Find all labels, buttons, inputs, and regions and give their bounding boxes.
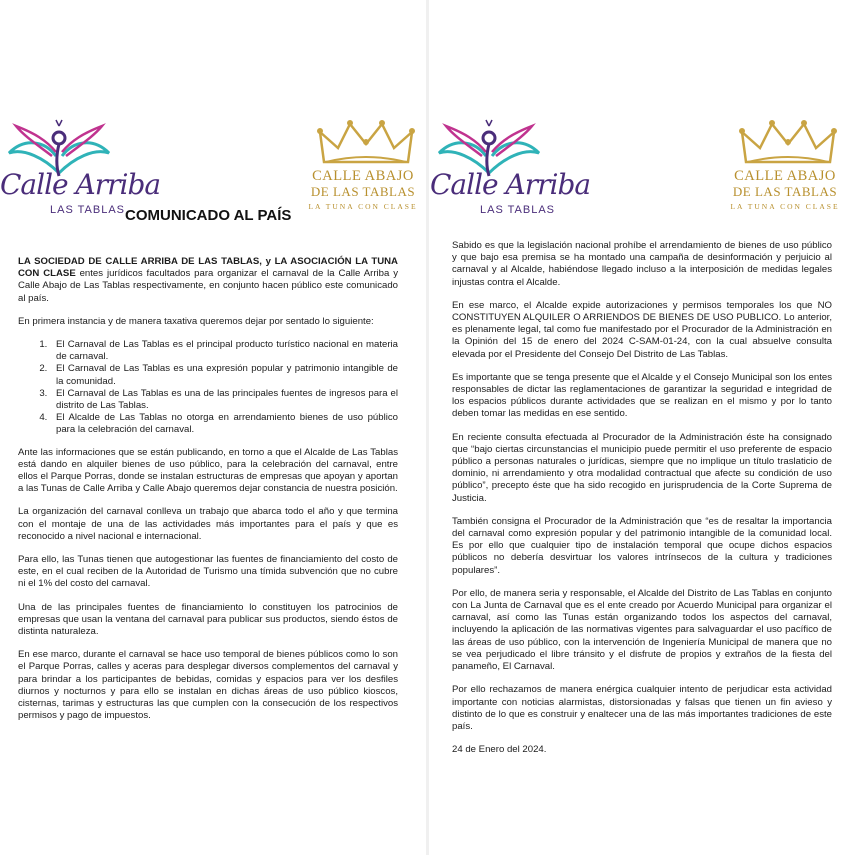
arriba-logo-sub: LAS TABLAS <box>50 204 126 216</box>
arriba-logo-name: Calle Arriba <box>430 168 591 201</box>
list-item: 2. El Carnaval de Las Tablas es una expresión popular y patrimonio intangible de la comunidad. <box>50 363 398 387</box>
abajo-logo-tagline: LA TUNA CON CLASE <box>730 202 840 211</box>
calle-arriba-logo <box>430 118 591 216</box>
communique-title: COMUNICADO AL PAÍS <box>125 207 292 224</box>
paragraph: Ante las informaciones que se están publicando, en torno a que el Alcalde de Las Tablas está dando en alquiler bienes de uso público, para la celebración del carnaval, entre ellos el Parque Porras, donde se instalan estructuras de empresas que apoyan y aportan a las Tunas de Calle Arriba y Calle Abajo queremos dejar constancia de nuestra posición. <box>18 446 398 495</box>
intro-paragraph <box>18 256 398 305</box>
abajo-logo-line2: DE LAS TABLAS <box>310 184 416 199</box>
paragraph: Por ello, de manera seria y responsable, el Alcalde del Distrito de Las Tablas en conjunto con La Junta de Carnaval que es el ente creado por Acuerdo Municipal para organizar el carnaval, así como las Tunas están organizando todos los aspectos del carnaval, incluyendo la aplicación de las normativas vigentes para salvaguardar el uso pacífico de las áreas de uso público, con la intervención de Ingeniería Municipal de manera que no se vea perjudicado el libre tránsito y el disfrute de propios y extraños de la fiesta del panameño, El Carnaval. <box>452 587 832 673</box>
crown-icon <box>316 118 416 168</box>
page-two <box>430 0 855 855</box>
page-one-body <box>18 256 398 734</box>
intro-bold: LA SOCIEDAD DE CALLE ARRIBA DE LAS TABLAS, y LA ASOCIACIÓN LA TUNA CON CLASE <box>18 256 398 280</box>
paragraph: La organización del carnaval conlleva un trabajo que abarca todo el año y que termina con el montaje de una de las actividades más importantes para el país y que es reconocido a nivel nacional e internacional. <box>18 506 398 542</box>
paragraph: Una de las principales fuentes de financiamiento lo constituyen los patrocinios de empresas que usan la ventana del carnaval para publicar sus productos, siendo éstos de distinta naturaleza. <box>18 601 398 638</box>
paragraph: Para ello, las Tunas tienen que autogestionar las fuentes de financiamiento del costo de este, en el cual reciben de la Autoridad de Turismo una tímida subvención que no cubre ni el 1% del costo del carnaval. <box>18 554 398 590</box>
paragraph: Es importante que se tenga presente que el Alcalde y el Consejo Municipal son los entes responsables de dictar las reglamentaciones de garantizar la seguridad e integridad de los espacios públicos durante actividades que se realizan en el mismo y por lo tanto deben tomar las medidas en ese sentido. <box>452 371 832 420</box>
page-divider <box>426 0 429 855</box>
calle-arriba-logo <box>0 118 161 216</box>
list-item: 3. El Carnaval de Las Tablas es una de las principales fuentes de ingresos para el distrito de Las Tablas. <box>50 388 398 412</box>
paragraph: En reciente consulta efectuada al Procurador de la Administración éste ha consignado que “bajo ciertas circunstancias el municipio puede permitir el uso preferente de espacio público a personas naturales o jurídicas, siempre que no implique un título traslaticio de dominio, ni arrendamiento y otra modalidad contractual que afecte su condición de uso público”, precepto éste que ha sido recogido en jurisprudencia de la Corte Suprema de Justicia. <box>452 431 832 504</box>
paragraph: En ese marco, el Alcalde expide autorizaciones y permisos temporales los que NO CONSTITUYEN ALQUILER O ARRIENDOS DE BIENES DE USO PUBLICO. Lo anterior, es plenamente legal, tal como fue manifestado por el Procurador de la Administración en la Opinión del 15 de enero del 2024 C-SAM-01-24, con la cual absuelve consulta elevada por el Presidente del Consejo Del Distrito de Las Tablas. <box>452 299 832 360</box>
first-instance-paragraph: En primera instancia y de manera taxativa queremos dejar por sentado lo siguiente: <box>18 315 374 327</box>
abajo-logo-tagline: LA TUNA CON CLASE <box>308 202 418 211</box>
arriba-logo-name: Calle Arriba <box>0 168 161 201</box>
abajo-logo-line1: CALLE ABAJO <box>734 168 836 184</box>
list-item: 1. El Carnaval de Las Tablas es el principal producto turístico nacional en materia de carnaval. <box>50 339 398 363</box>
arriba-logo-sub: LAS TABLAS <box>480 204 556 216</box>
intro-rest: entes jurídicos facultados para organizar el carnaval de la Calle Arriba y Calle Abajo de Las Tablas respectivamente, en conjunto hacen público este comunicado al país. <box>18 268 398 304</box>
calle-abajo-logo <box>720 118 850 213</box>
page-two-body <box>452 240 832 767</box>
paragraph: También consigna el Procurador de la Administración que “es de resaltar la importancia del carnaval como expresión popular y del patrimonio intangible de la comunidad local. Es por ello que cualquier tipo de instalación temporal que ocupe dichos espacios públicos no debería desvirtuar los valores intrínsecos de la cultura y tradiciones populares”. <box>452 515 832 576</box>
paragraph: Por ello rechazamos de manera enérgica cualquier intento de perjudicar esta actividad importante con noticias alarmistas, distorsionadas y falsas que tienen un fin avieso y distinto de lo que es construir y enaltecer una de las más importantes tradiciones de este país. <box>452 684 832 732</box>
date-line: 24 de Enero del 2024. <box>452 744 547 756</box>
paragraph: En ese marco, durante el carnaval se hace uso temporal de bienes públicos como lo son el Parque Porras, calles y aceras para desplegar diversos complementos del carnaval y para brindar a los participantes de bebidas, comidas y espacios para ver los desfiles diurnos y nocturnos y para ello se instalan en dichas áreas de uso público kioscos, cisternas, tarimas y estructuras las que cumplen con la consecución de los respectivos permisos y pago de impuestos. <box>18 649 398 722</box>
calle-abajo-logo <box>298 118 425 213</box>
abajo-logo-line2: DE LAS TABLAS <box>732 184 838 199</box>
list-item: 4. El Alcalde de Las Tablas no otorga en arrendamiento bienes de uso público para la celebración del carnaval. <box>50 412 398 436</box>
page-one <box>0 0 425 855</box>
points-list <box>18 339 398 437</box>
abajo-logo-line1: CALLE ABAJO <box>312 168 414 184</box>
crown-icon <box>738 118 838 168</box>
paragraph: Sabido es que la legislación nacional prohíbe el arrendamiento de bienes de uso público y que bajo esa premisa se ha montado una campaña de desinformación y perjuicio al carnaval y al Alcalde, habiéndose llegado incluso a la interposición de medidas legales injustas contra el Alcalde. <box>452 240 832 288</box>
